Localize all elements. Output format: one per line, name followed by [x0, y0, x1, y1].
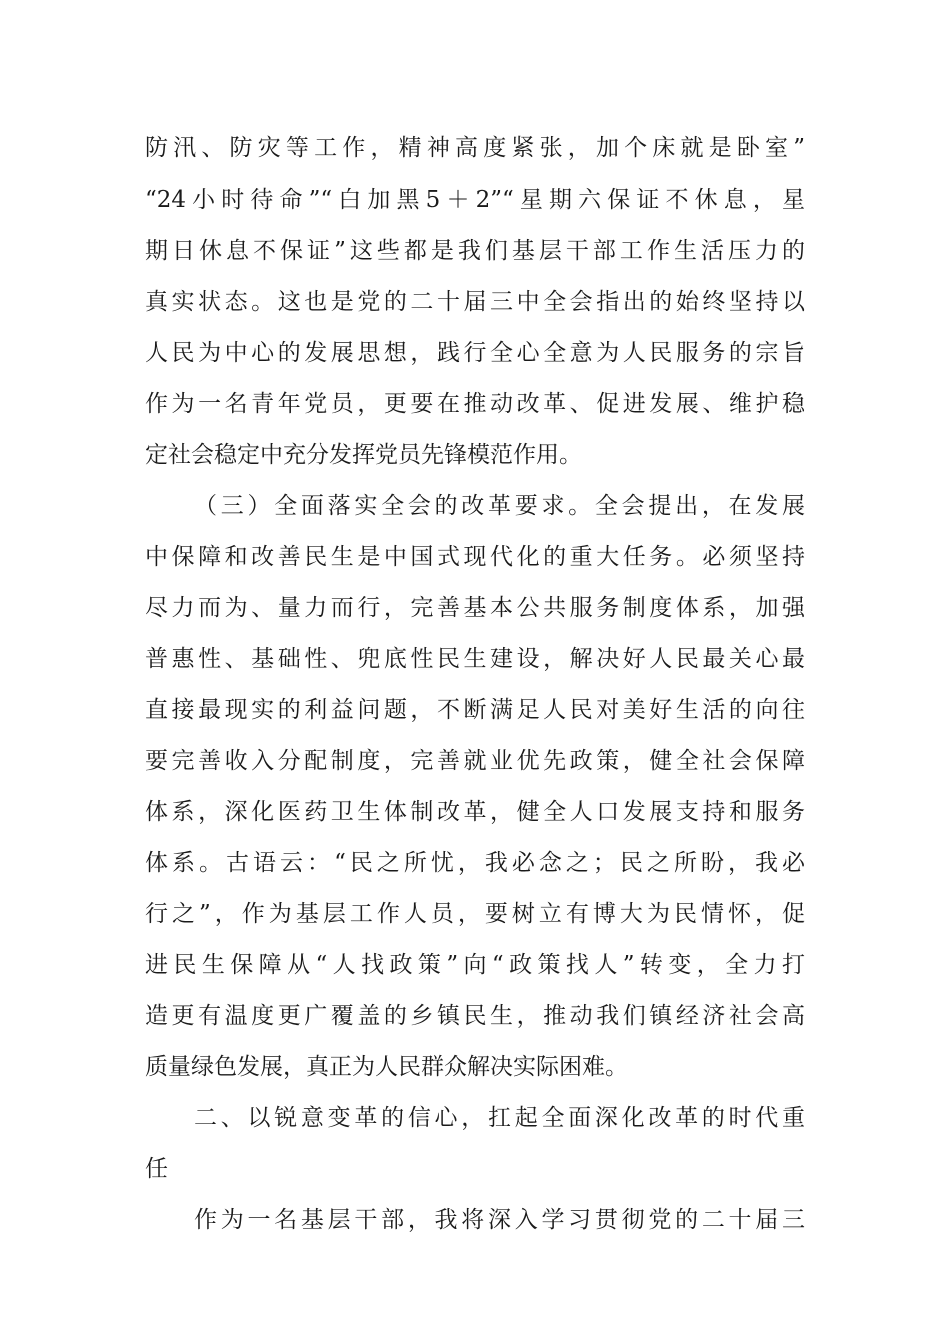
text-line: 行之”，作为基层工作人员，要树立有博大为民情怀，促: [145, 901, 805, 927]
text-line: 体系，深化医药卫生体制改革，健全人口发展支持和服务: [145, 799, 805, 825]
text-line: 人民为中心的发展思想，践行全心全意为人民服务的宗旨: [145, 340, 805, 366]
text-line: 作为一名基层干部，我将深入学习贯彻党的二十届三: [194, 1207, 805, 1233]
text-line: 造更有温度更广覆盖的乡镇民生，推动我们镇经济社会高: [145, 1003, 805, 1029]
section-heading-3: （三）全面落实全会的改革要求。全会提出，在发展: [194, 493, 805, 519]
text-line: 中保障和改善民生是中国式现代化的重大任务。必须坚持: [145, 544, 805, 570]
text-line: “24小时待命”“白加黑5＋2”“星期六保证不休息，星: [145, 187, 805, 213]
text-line: 作为一名青年党员，更要在推动改革、促进发展、维护稳: [145, 391, 805, 417]
text-line: 普惠性、基础性、兜底性民生建设，解决好人民最关心最: [145, 646, 805, 672]
text-line: 进民生保障从“人找政策”向“政策找人”转变，全力打: [145, 952, 805, 978]
section-heading-2: 二、以锐意变革的信心，扛起全面深化改革的时代重: [194, 1105, 805, 1131]
text-line: 体系。古语云：“民之所忧，我必念之；民之所盼，我必: [145, 850, 805, 876]
text-line: 任: [145, 1156, 168, 1182]
text-line: 直接最现实的利益问题，不断满足人民对美好生活的向往: [145, 697, 805, 723]
text-line: 尽力而为、量力而行，完善基本公共服务制度体系，加强: [145, 595, 805, 621]
text-line: 防汛、防灾等工作，精神高度紧张，加个床就是卧室”: [145, 135, 805, 161]
text-line: 真实状态。这也是党的二十届三中全会指出的始终坚持以: [145, 289, 805, 315]
text-line: 质量绿色发展，真正为人民群众解决实际困难。: [145, 1054, 628, 1080]
text-line: 要完善收入分配制度，完善就业优先政策，健全社会保障: [145, 748, 805, 774]
text-line: 定社会稳定中充分发挥党员先锋模范作用。: [145, 442, 582, 468]
text-line: 期日休息不保证”这些都是我们基层干部工作生活压力的: [145, 238, 805, 264]
